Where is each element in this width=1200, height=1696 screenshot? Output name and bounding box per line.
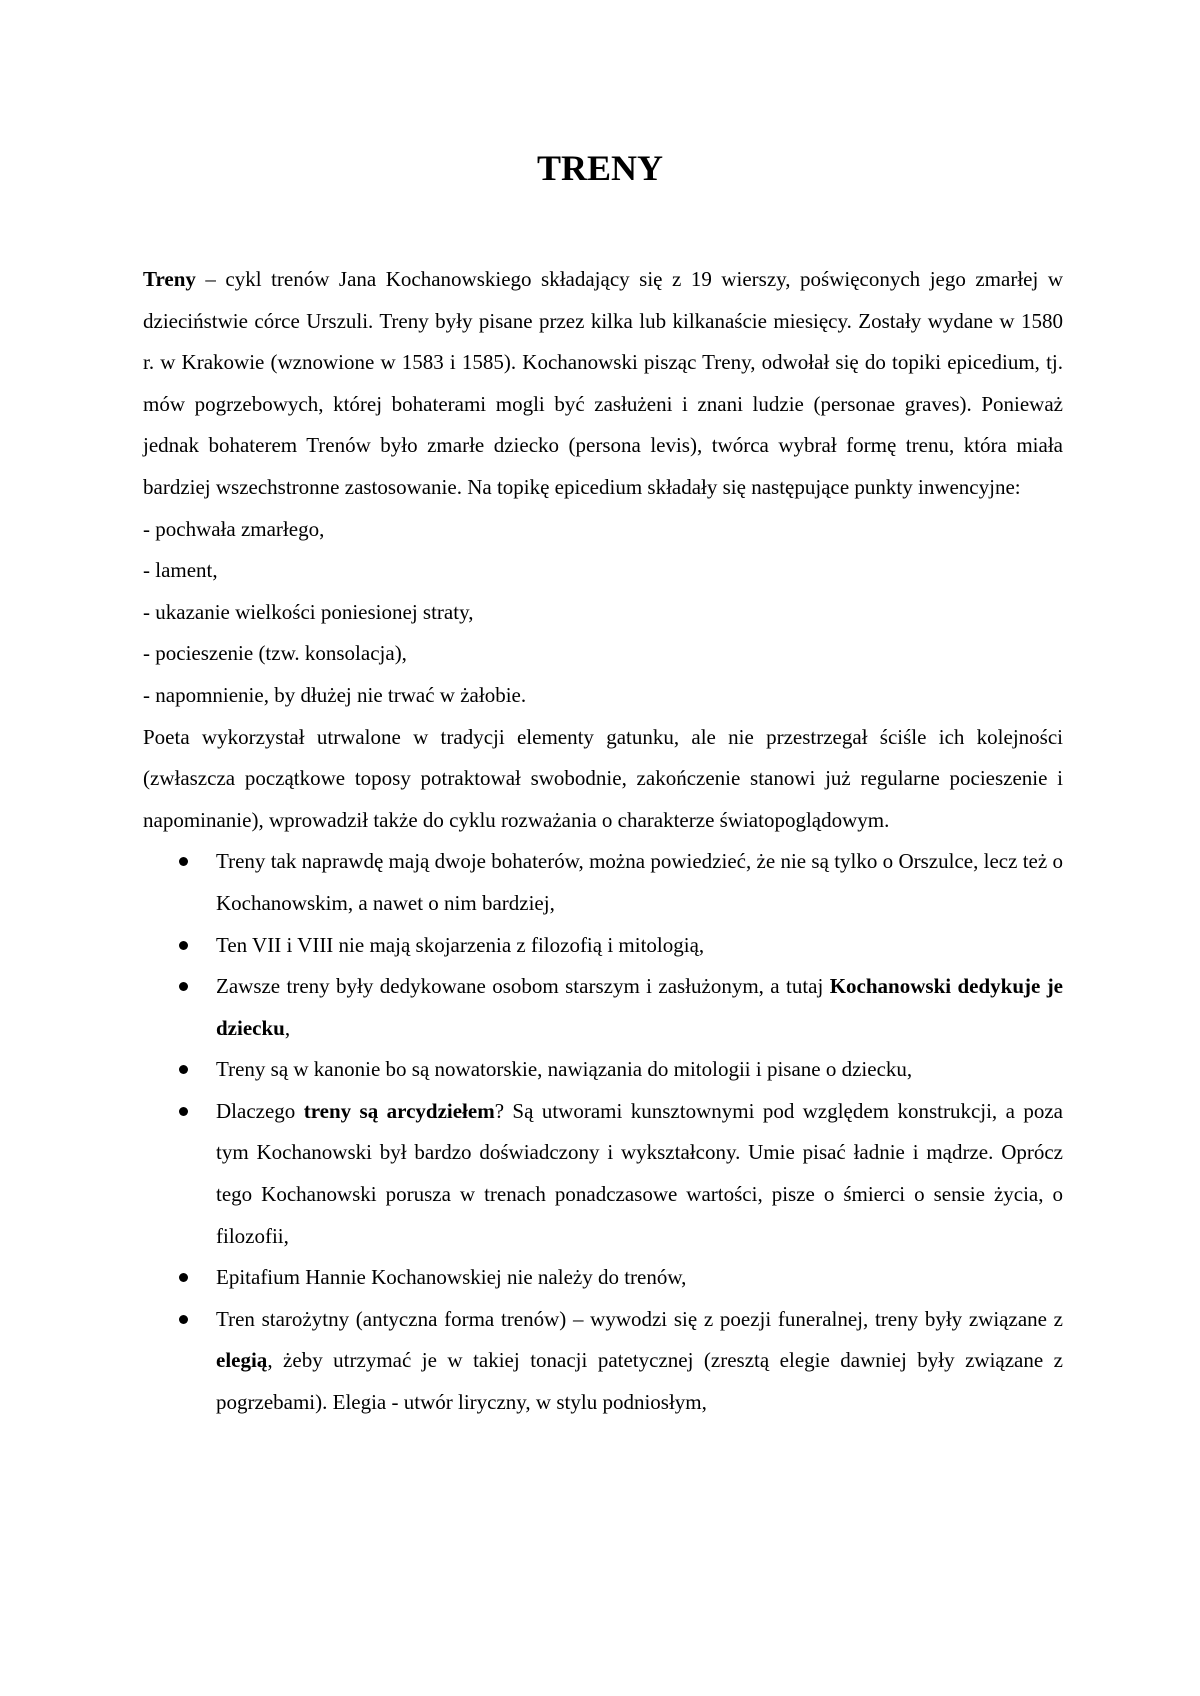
bullet-item — [143, 1091, 1063, 1257]
bullet-icon — [179, 857, 188, 866]
invention-point: - pocieszenie (tzw. konsolacja), — [143, 641, 407, 666]
bullet-text: Treny tak naprawdę mają dwoje bohaterów, można powiedzieć, że nie są tylko o Orszulce, lecz też o Kochanowskim, a nawet o nim bardziej, — [216, 849, 1063, 915]
bullet-item — [143, 925, 1063, 967]
bullet-text: Treny są w kanonie bo są nowatorskie, nawiązania do mitologii i pisane o dziecku, — [216, 1057, 913, 1082]
bullet-text: Dlaczego — [216, 1098, 304, 1123]
invention-point: - napomnienie, by dłużej nie trwać w żałobie. — [143, 682, 527, 707]
intro-lead-term: Treny — [143, 267, 196, 291]
bullet-item — [143, 1257, 1063, 1299]
page-title: TRENY — [536, 148, 664, 188]
invention-points-list — [143, 509, 1063, 717]
bullet-text: Zawsze treny były dedykowane osobom starszym i zasłużonym, a tutaj — [216, 974, 830, 999]
bullet-icon — [179, 1065, 188, 1074]
intro-text: – cykl trenów Jana Kochanowskiego składający się z 19 wierszy, poświęconych jego zmarłej w dzieciństwie córce Urszuli. Treny były pisane przez kilka lub kilkanaście miesięcy. Zostały wydane w 1580 r. w Krakowie (wznowione w 1583 i 1585). Kochanowski pisząc Treny, odwołał się do topiki epicedium, tj. mów pogrzebowych, której bohaterami mogli być zasłużeni i znani ludzie (personae graves). Ponieważ jednak bohaterem Trenów było zmarłe dziecko (persona levis), twórca wybrał formę trenu, która miała bardziej wszechstronne zastosowanie. Na topikę epicedium składały się następujące punkty inwencyjne: — [143, 267, 1063, 499]
bullet-item — [143, 1049, 1063, 1091]
bullet-item — [143, 1299, 1063, 1424]
invention-point: - lament, — [143, 558, 218, 583]
bullet-icon — [179, 982, 188, 991]
bullet-text: Ten VII i VIII nie mają skojarzenia z filozofią i mitologią, — [216, 932, 705, 957]
bullet-item — [143, 966, 1063, 1049]
document-body — [143, 259, 1063, 1424]
bullet-list — [143, 841, 1063, 1423]
bullet-bold-text: elegią — [216, 1348, 268, 1373]
bullet-icon — [179, 1107, 188, 1116]
invention-point: - pochwała zmarłego, — [143, 516, 325, 541]
bullet-icon — [179, 1315, 188, 1324]
bullet-bold-text: treny są arcydziełem — [303, 1098, 495, 1123]
bullet-text: Epitafium Hannie Kochanowskiej nie należy do trenów, — [216, 1265, 687, 1290]
bullet-text: , — [284, 1015, 291, 1040]
bullet-text: Tren starożytny (antyczna forma trenów) – wywodzi się z poezji funeralnej, treny były związane z — [216, 1306, 1063, 1331]
bullet-text: ? Są utworami kunsztownymi pod względem konstrukcji, a poza tym Kochanowski był bardzo doświadczony i wykształcony. Umie pisać ładnie i mądrze. Oprócz tego Kochanowski porusza w trenach ponadczasowe wartości, pisze o śmierci o sensie życia, o filozofii, — [216, 1098, 1063, 1248]
bullet-icon — [179, 941, 188, 950]
bullet-item — [143, 841, 1063, 924]
intro-paragraph — [143, 259, 1063, 509]
second-paragraph: Poeta wykorzystał utrwalone w tradycji elementy gatunku, ale nie przestrzegał ściśle ich kolejności (zwłaszcza początkowe toposy potraktował swobodnie, zakończenie stanowi już regularne pocieszenie i napominanie), wprowadził także do cyklu rozważania o charakterze światopoglądowym. — [143, 724, 1063, 832]
invention-point: - ukazanie wielkości poniesionej straty, — [143, 599, 474, 624]
bullet-icon — [179, 1273, 188, 1282]
bullet-text: , żeby utrzymać je w takiej tonacji patetycznej (zresztą elegie dawniej były związane z pogrzebami). Elegia - utwór liryczny, w stylu podniosłym, — [216, 1348, 1063, 1415]
bullet-bold-text: Kochanowski dedykuje je dziecku — [216, 974, 1064, 1040]
